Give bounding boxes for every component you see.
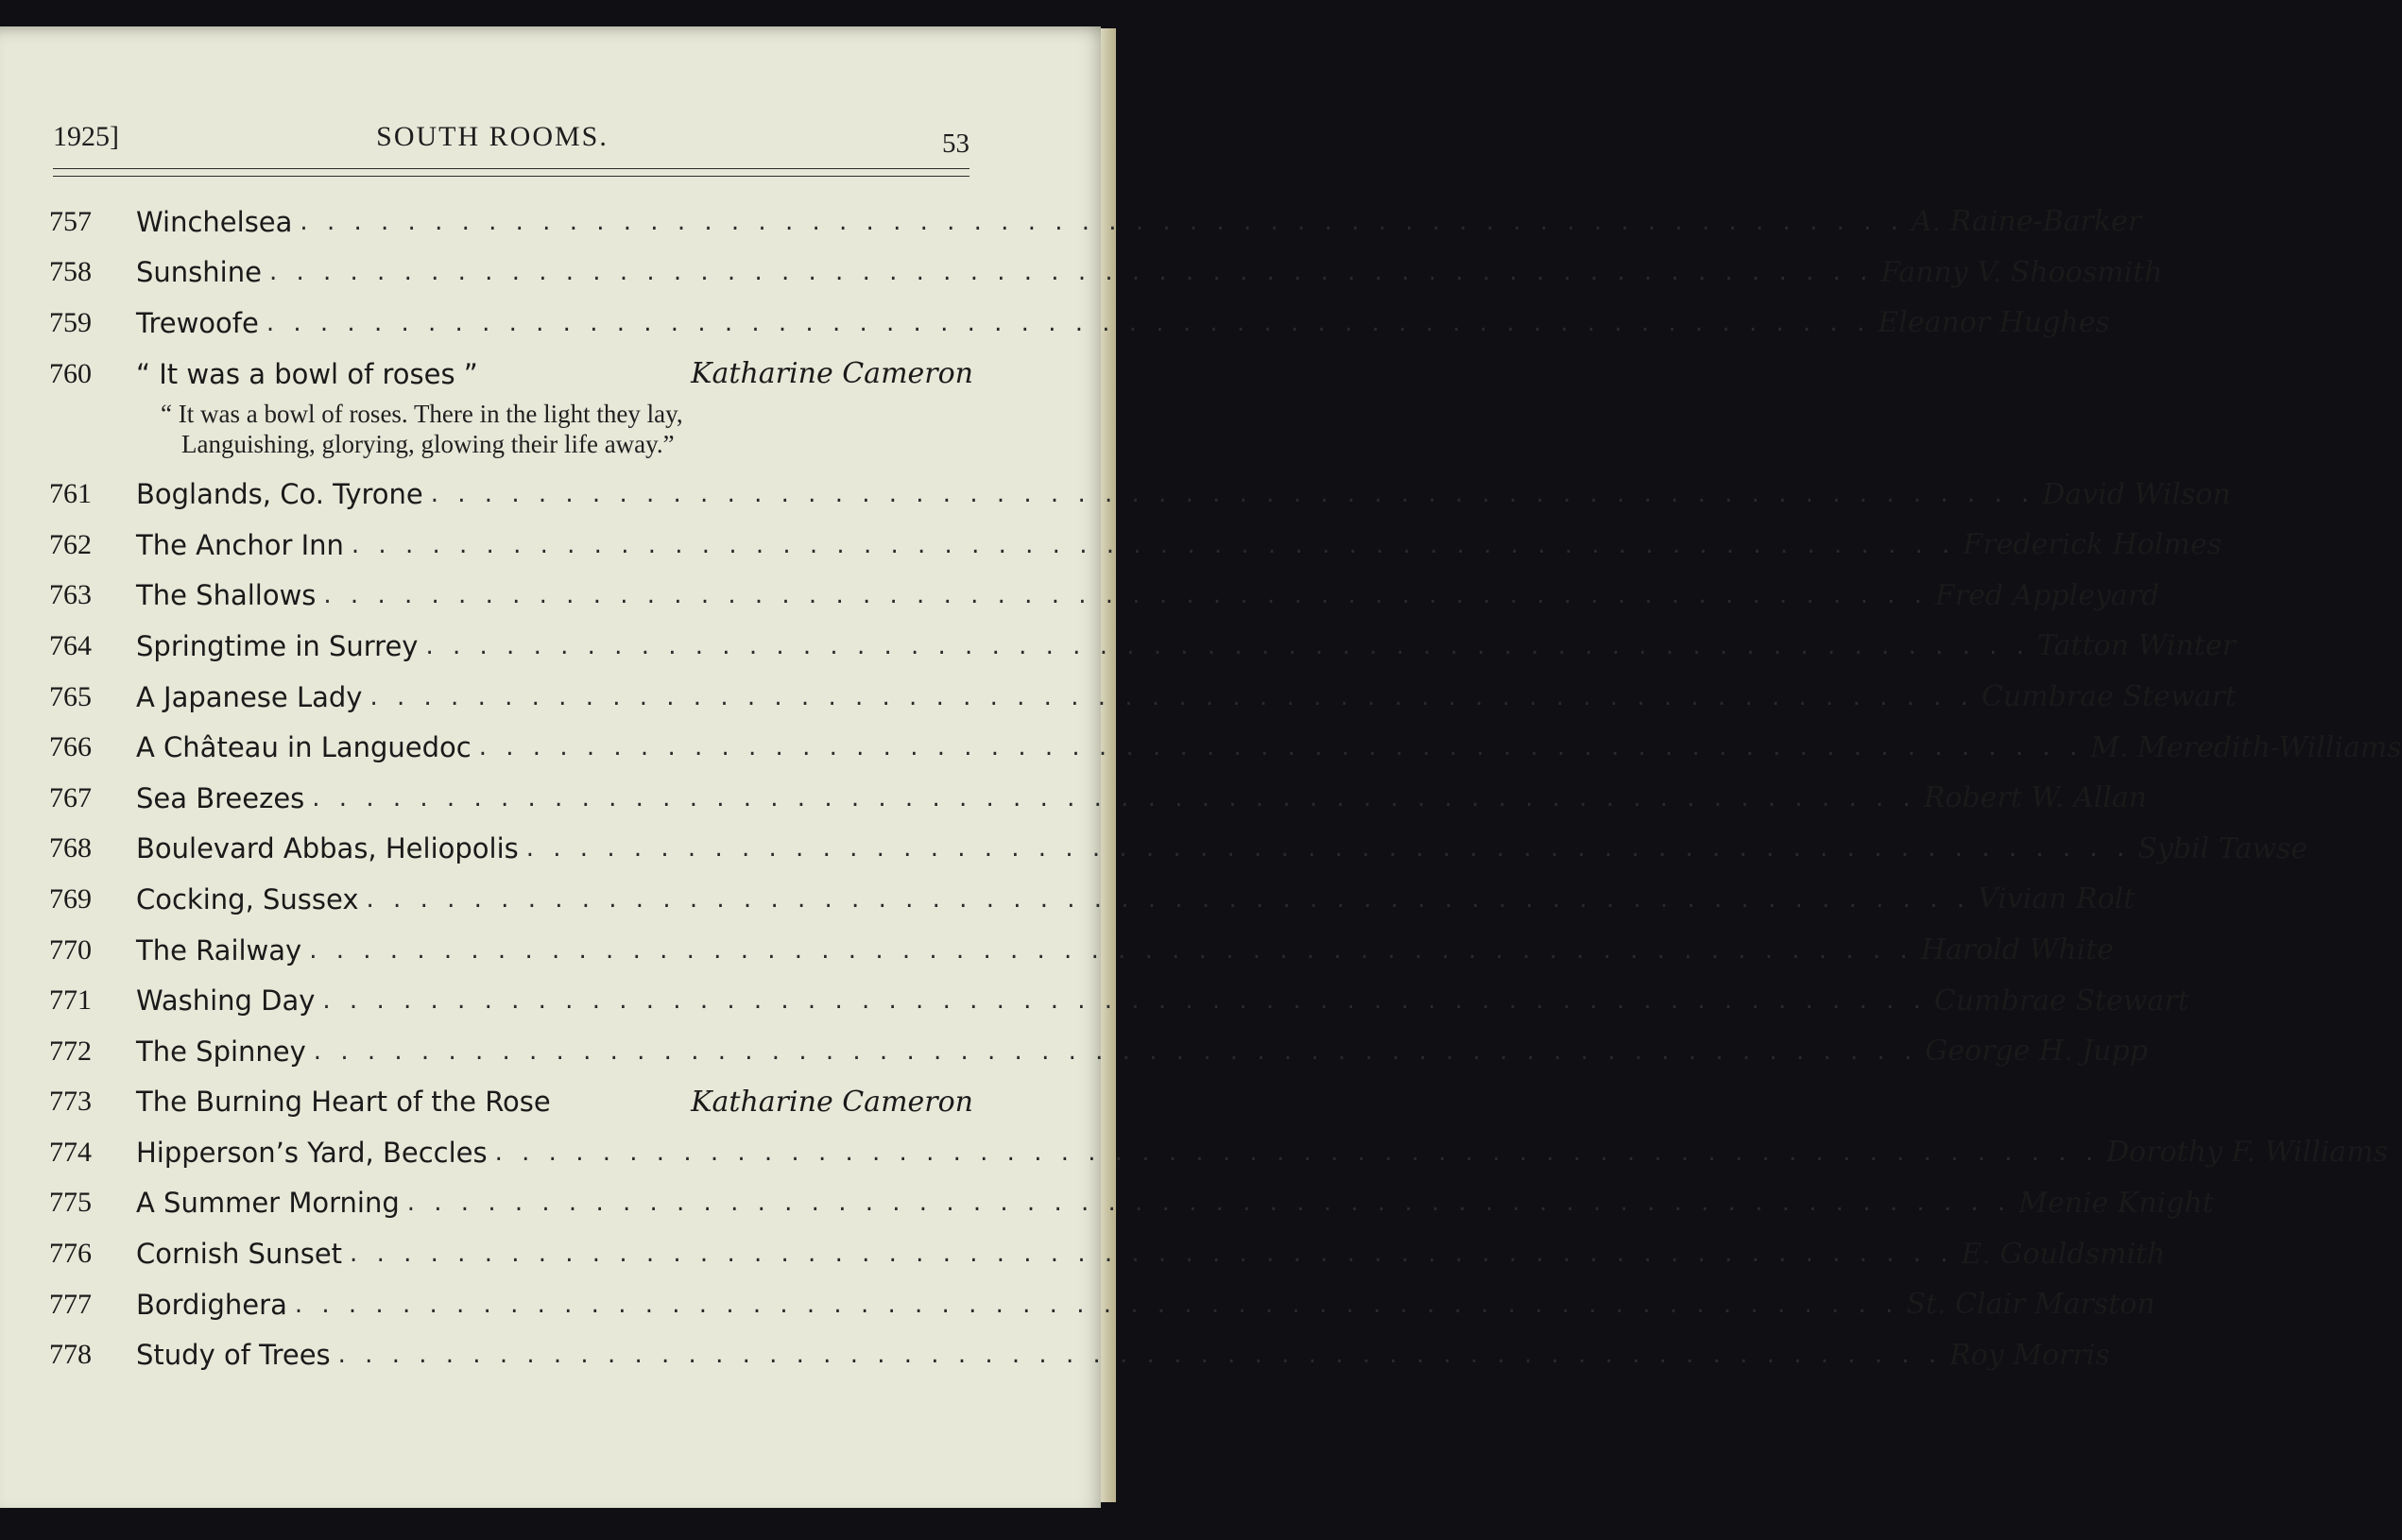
entry-title: Sea Breezes — [136, 781, 305, 814]
catalogue-entries — [49, 197, 2402, 1380]
entry-758 — [49, 248, 2163, 299]
leader-dots: . . . . . . . . . . . . . . . . . . . . . . . . . . . . . . . . . . . . . . . . . . . . . . . . . . . . . . . . . . . . — [478, 733, 2084, 762]
entry-number: 758 — [49, 256, 92, 288]
leader-dots: . . . . . . . . . . . . . . . . . . . . . . . . . . . . . . . . . . . . . . . . . . . . . . . . . . . . . . . . . . . . — [312, 783, 1916, 813]
entry-title: The Anchor Inn — [136, 528, 344, 561]
entry-artist: Robert W. Allan — [1923, 781, 2148, 815]
entry-title: Springtime in Surrey — [136, 629, 419, 662]
leader-dots: . . . . . . . . . . . . . . . . . . . . . . . . . . . . . . . . . . . . . . . . . . . . . . . . . . . . . . . . . . . . — [350, 1240, 1954, 1269]
entry-number: 766 — [49, 731, 92, 763]
leader-dots: . . . . . . . . . . . . . . . . . . . . . . . . . . . . . . . . . . . . . . . . . . . . . . . . . . . . . . . . . . . . — [313, 1036, 1918, 1066]
quote-line-2: Languishing, glorying, glowing their life away.” — [181, 430, 675, 459]
entry-artist: E. Gouldsmith — [1961, 1237, 2166, 1271]
entry-775 — [49, 1178, 2214, 1229]
entry-number: 771 — [49, 984, 92, 1017]
entry-artist: Menie Knight — [2018, 1186, 2214, 1220]
entry-artist: George H. Jupp — [1925, 1035, 2148, 1069]
entry-number: 761 — [49, 478, 92, 510]
entry-number: 777 — [49, 1288, 92, 1320]
leader-dots: . . . . . . . . . . . . . . . . . . . . . . . . . . . . . . . . . . . . . . . . . . . . . . . . . . . . . . . . . . . . — [309, 935, 1913, 965]
entry-number: 768 — [49, 832, 92, 864]
leader-dots: . . . . . . . . . . . . . . . . . . . . . . . . . . . . . . . . . . . . . . . . . . . . . . . . . . . . . . . . . . . . — [369, 682, 1974, 711]
entry-artist: Fanny V. Shoosmith — [1880, 255, 2163, 289]
entry-number: 778 — [49, 1339, 92, 1371]
entry-artist: David Wilson — [2042, 477, 2231, 511]
entry-767 — [49, 773, 2148, 824]
entry-760-quotation — [49, 399, 973, 459]
entry-artist: Katharine Cameron — [691, 357, 973, 391]
leader-dots: . . . . . . . . . . . . . . . . . . . . . . . . . . . . . . . . . . . . . . . . . . . . . . . . . . . . . . . . . . . . — [425, 631, 2030, 660]
entry-title: The Burning Heart of the Rose — [136, 1086, 551, 1119]
leader-dots: . . . . . . . . . . . . . . . . . . . . . . . . . . . . . . . . . . . . . . . . . . . . . . . . . . . . . . . . . . . . — [294, 1290, 1899, 1319]
entry-artist: Katharine Cameron — [691, 1085, 973, 1119]
entry-number: 759 — [49, 306, 92, 338]
entry-title: Cocking, Sussex — [136, 882, 359, 915]
entry-artist: Roy Morris — [1949, 1338, 2110, 1372]
entry-title: Cornish Sunset — [136, 1238, 343, 1271]
entry-title: The Railway — [136, 933, 302, 967]
entry-777 — [49, 1279, 2155, 1330]
entry-artist: Fred Appleyard — [1934, 578, 2160, 612]
entry-title: Sunshine — [136, 256, 262, 289]
entry-number: 760 — [49, 357, 92, 389]
entry-artist: M. Meredith-Williams — [2090, 730, 2402, 764]
entry-artist: Vivian Rolt — [1978, 882, 2136, 916]
entry-artist: Harold White — [1920, 933, 2115, 967]
entry-number: 767 — [49, 781, 92, 813]
leader-dots: . . . . . . . . . . . . . . . . . . . . . . . . . . . . . . . . . . . . . . . . . . . . . . . . . . . . . . . . . . . . — [494, 1138, 2100, 1167]
entry-774 — [49, 1127, 2389, 1178]
entry-776 — [49, 1228, 2166, 1279]
entry-title: The Shallows — [136, 579, 317, 612]
entry-number: 762 — [49, 528, 92, 560]
leader-dots: . . . . . . . . . . . . . . . . . . . . . . . . . . . . . . . . . . . . . . . . . . . . . . . . . . . . . . . . . . . . — [525, 834, 2131, 864]
entry-762 — [49, 520, 2222, 571]
entry-number: 774 — [49, 1136, 92, 1168]
entry-number: 765 — [49, 680, 92, 712]
leader-dots: . . . . . . . . . . . . . . . . . . . . . . . . . . . . . . . . . . . . . . . . . . . . . . . . . . . . . . . . . . . . — [322, 986, 1927, 1016]
entry-title: Boglands, Co. Tyrone — [136, 478, 423, 511]
entry-773 — [49, 1077, 973, 1128]
page-edge — [1101, 28, 1116, 1502]
entry-artist: Cumbrae Stewart — [1981, 680, 2237, 714]
entry-763 — [49, 571, 2160, 622]
entry-769 — [49, 874, 2136, 925]
entry-artist: A. Raine-Barker — [1911, 205, 2142, 239]
entry-title: Boulevard Abbas, Heliopolis — [136, 832, 519, 865]
leader-dots: . . . . . . . . . . . . . . . . . . . . . . . . . . . . . . . . . . . . . . . . . . . . . . . . . . . . . . . . . . . . — [430, 480, 2035, 509]
entry-770 — [49, 925, 2115, 976]
entry-title: Study of Trees — [136, 1339, 331, 1372]
entry-artist: Cumbrae Stewart — [1933, 984, 2189, 1018]
running-header — [53, 121, 969, 159]
entry-759 — [49, 298, 2110, 349]
leader-dots: . . . . . . . . . . . . . . . . . . . . . . . . . . . . . . . . . . . . . . . . . . . . . . . . . . . . . . . . . . . . — [337, 1341, 1943, 1370]
entry-761 — [49, 469, 2231, 520]
entry-title: A Summer Morning — [136, 1187, 400, 1220]
entry-title: Winchelsea — [136, 205, 293, 238]
entry-title: Hipperson’s Yard, Beccles — [136, 1136, 488, 1169]
entry-title: Trewoofe — [136, 306, 259, 339]
quote-line-1: “ It was a bowl of roses. There in the light they lay, — [161, 400, 683, 429]
leader-dots: . . . . . . . . . . . . . . . . . . . . . . . . . . . . . . . . . . . . . . . . . . . . . . . . . . . . . . . . . . . . — [323, 581, 1928, 610]
entry-number: 772 — [49, 1035, 92, 1067]
header-title: SOUTH ROOMS. — [376, 121, 609, 152]
leader-dots: . . . . . . . . . . . . . . . . . . . . . . . . . . . . . . . . . . . . . . . . . . . . . . . . . . . . . . . . . . . . — [268, 258, 1874, 287]
entry-765 — [49, 672, 2237, 723]
entry-764 — [49, 621, 2236, 672]
entry-number: 757 — [49, 205, 92, 237]
leader-dots: . . . . . . . . . . . . . . . . . . . . . . . . . . . . . . . . . . . . . . . . . . . . . . . . . . . . . . . . . . . . — [406, 1189, 2012, 1218]
entry-title: A Château in Languedoc — [136, 731, 472, 764]
entry-artist: Frederick Holmes — [1963, 528, 2222, 562]
entry-760 — [49, 349, 973, 400]
entry-title: “ It was a bowl of roses ” — [136, 357, 478, 390]
leader-dots: . . . . . . . . . . . . . . . . . . . . . . . . . . . . . . . . . . . . . . . . . . . . . . . . . . . . . . . . . . . . — [351, 530, 1956, 559]
entry-title: Bordighera — [136, 1288, 287, 1321]
header-rule-bottom — [53, 176, 969, 177]
entry-number: 775 — [49, 1187, 92, 1219]
entry-artist: Sybil Tawse — [2137, 831, 2308, 865]
entry-title: A Japanese Lady — [136, 680, 363, 713]
header-rule-top — [53, 168, 969, 169]
entry-number: 770 — [49, 933, 92, 966]
entry-766 — [49, 722, 2402, 773]
entry-772 — [49, 1026, 2148, 1077]
entry-number: 776 — [49, 1238, 92, 1270]
header-year: 1925] — [53, 121, 119, 152]
leader-dots: . . . . . . . . . . . . . . . . . . . . . . . . . . . . . . . . . . . . . . . . . . . . . . . . . . . . . . . . . . . . — [266, 308, 1871, 337]
entry-artist: St. Clair Marston — [1906, 1288, 2155, 1322]
entry-title: Washing Day — [136, 984, 316, 1018]
leader-dots: . . . . . . . . . . . . . . . . . . . . . . . . . . . . . . . . . . . . . . . . . . . . . . . . . . . . . . . . . . . . — [366, 884, 1971, 914]
entry-771 — [49, 975, 2189, 1026]
entry-artist: Eleanor Hughes — [1878, 306, 2110, 340]
entry-778 — [49, 1329, 2110, 1380]
entry-number: 763 — [49, 579, 92, 611]
entry-number: 764 — [49, 629, 92, 661]
leader-dots: . . . . . . . . . . . . . . . . . . . . . . . . . . . . . . . . . . . . . . . . . . . . . . . . . . . . . . . . . . . . — [300, 207, 1904, 236]
entry-757 — [49, 197, 2142, 248]
entry-title: The Spinney — [136, 1035, 306, 1068]
page-number: 53 — [942, 128, 969, 159]
entry-number: 769 — [49, 882, 92, 915]
entry-768 — [49, 824, 2308, 875]
entry-artist: Tatton Winter — [2036, 629, 2236, 663]
entry-artist: Dorothy F. Williams — [2106, 1136, 2389, 1170]
entry-number: 773 — [49, 1086, 92, 1118]
